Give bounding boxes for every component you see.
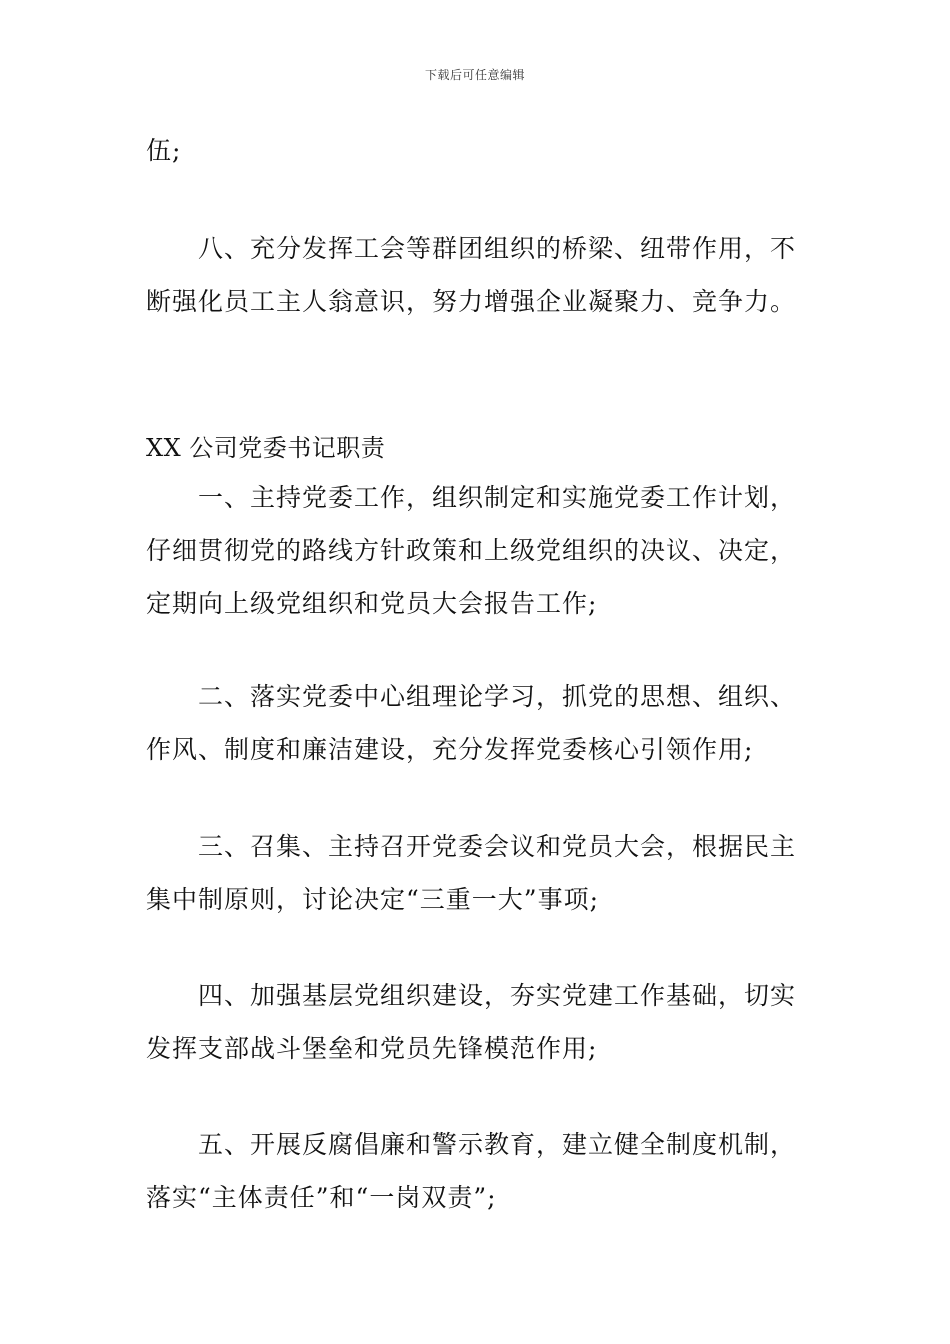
text-line: 断强化员工主人翁意识，努力增强企业凝聚力、竞争力。 — [146, 287, 797, 316]
duty-three — [146, 832, 816, 915]
duty-five — [146, 1130, 816, 1213]
text-line: 五、开展反腐倡廉和警示教育，建立健全制度机制， — [198, 1130, 797, 1159]
paragraph-seven-ending — [146, 136, 816, 166]
paragraph-eight — [146, 234, 816, 317]
text-line: 落实“主体责任”和“一岗双责”; — [146, 1183, 497, 1212]
duty-four — [146, 981, 816, 1064]
text-line: 仔细贯彻党的路线方针政策和上级党组织的决议、决定， — [146, 536, 797, 565]
page-header: 下载后可任意编辑 — [424, 68, 525, 82]
text-line: 一、主持党委工作，组织制定和实施党委工作计划， — [198, 483, 797, 512]
text-line: 发挥支部战斗堡垒和党员先锋模范作用; — [146, 1034, 598, 1063]
text-line: 作风、制度和廉洁建设，充分发挥党委核心引领作用; — [146, 735, 754, 764]
duty-one — [146, 483, 816, 619]
section-title — [146, 433, 816, 463]
text-line: 八、充分发挥工会等群团组织的桥梁、纽带作用，不 — [198, 234, 797, 263]
text-line: 定期向上级党组织和党员大会报告工作; — [146, 589, 598, 618]
section-heading: XX 公司党委书记职责 — [146, 434, 386, 462]
text-line: 三、召集、主持召开党委会议和党员大会，根据民主 — [198, 832, 797, 861]
text-line: 二、落实党委中心组理论学习，抓党的思想、组织、 — [198, 682, 797, 711]
text-line: 伍; — [146, 136, 182, 165]
text-line: 四、加强基层党组织建设，夯实党建工作基础，切实 — [198, 981, 797, 1010]
duty-two — [146, 682, 816, 765]
text-line: 集中制原则，讨论决定“三重一大”事项; — [146, 885, 599, 914]
